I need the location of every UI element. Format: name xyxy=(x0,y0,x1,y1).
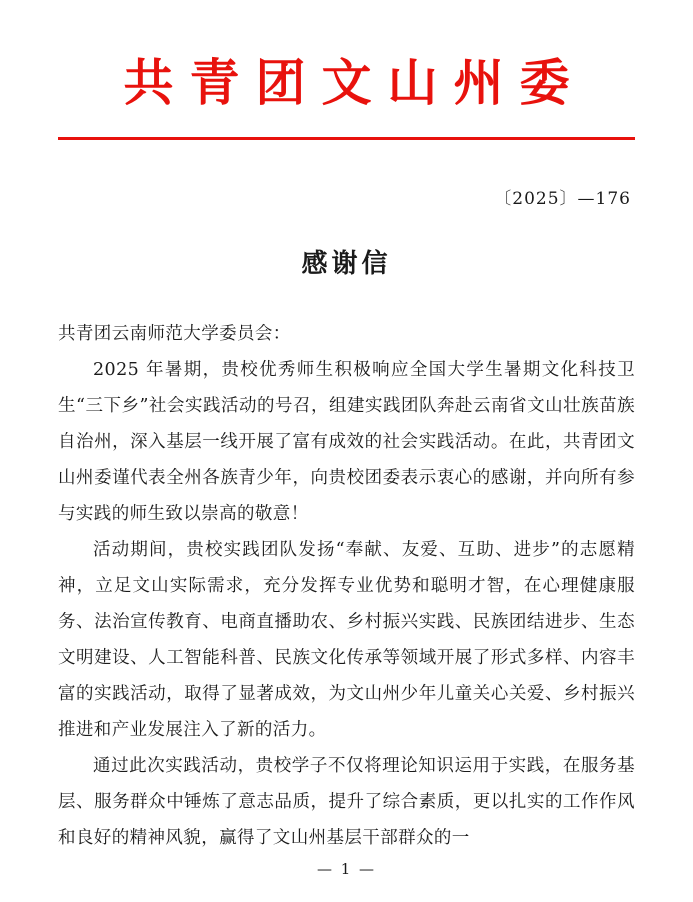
letterhead-divider xyxy=(58,137,635,140)
body-paragraph: 通过此次实践活动，贵校学子不仅将理论知识运用于实践，在服务基层、服务群众中锤炼了意志品质，提升了综合素质，更以扎实的工作作风和良好的精神风貌，赢得了文山州基层干部群众的一 xyxy=(58,756,635,849)
letterhead xyxy=(58,0,635,140)
document-title: 感谢信 xyxy=(301,248,392,279)
body-paragraph: 2025 年暑期，贵校优秀师生积极响应全国大学生暑期文化科技卫生“三下乡”社会实践活动的号召，组建实践团队奔赴云南省文山壮族苗族自治州，深入基层一线开展了富有成效的社会实践活动。在此，共青团文山州委谨代表全州各族青少年，向贵校团委表示衷心的感谢，并向所有参与实践的师生致以崇高的敬意！ xyxy=(58,359,635,524)
salutation: 共青团云南师范大学委员会： xyxy=(58,323,291,344)
page-number: — 1 — xyxy=(316,860,377,878)
document-number: 〔2025〕—176 xyxy=(494,188,631,209)
document-body xyxy=(58,316,635,857)
letterhead-title: 共青团文山州委 xyxy=(123,53,586,112)
body-paragraph: 活动期间，贵校实践团队发扬“奉献、友爱、互助、进步”的志愿精神，立足文山实际需求，充分发挥专业优势和聪明才智，在心理健康服务、法治宣传教育、电商直播助农、乡村振兴实践、民族团结进步、生态文明建设、人工智能科普、民族文化传承等领域开展了形式多样、内容丰富的实践活动，取得了显著成效，为文山州少年儿童关心关爱、乡村振兴推进和产业发展注入了新的活力。 xyxy=(58,539,635,741)
